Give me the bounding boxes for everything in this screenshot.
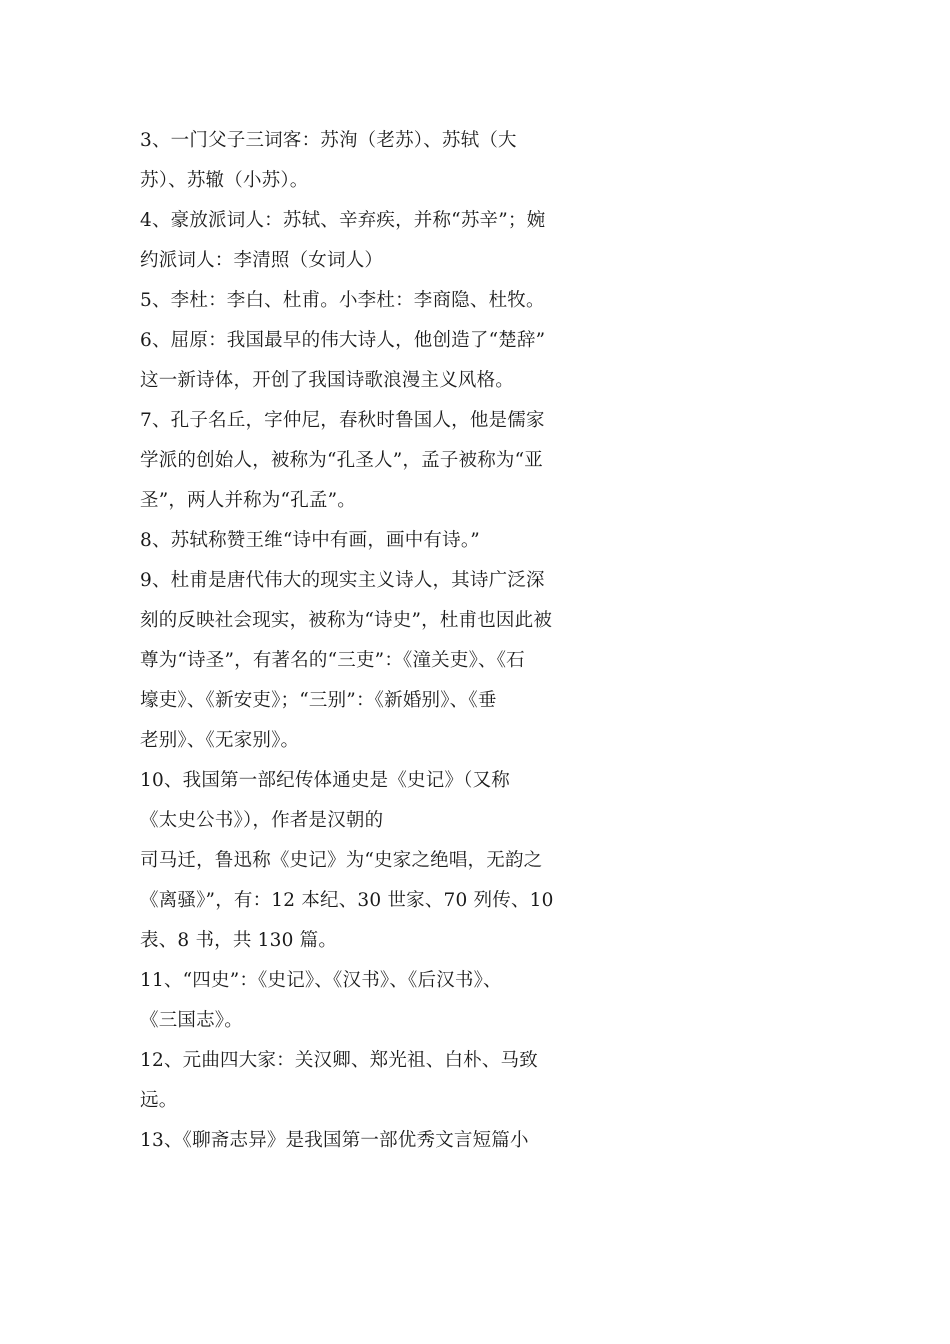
text-line: 12、元曲四大家：关汉卿、郑光祖、白朴、马致 (140, 1050, 538, 1071)
text-line: 刻的反映社会现实，被称为“诗史”，杜甫也因此被 (140, 610, 553, 631)
text-line: 4、豪放派词人：苏轼、辛弃疾，并称“苏辛”；婉 (140, 210, 546, 231)
text-line: 6、屈原：我国最早的伟大诗人，他创造了“楚辞” (140, 330, 546, 351)
text-line: 这一新诗体，开创了我国诗歌浪漫主义风格。 (140, 370, 515, 391)
text-line: 10、我国第一部纪传体通史是《史记》（又称 (140, 770, 510, 791)
text-line: 8、苏轼称赞王维“诗中有画，画中有诗。” (140, 530, 480, 551)
text-line: 圣”，两人并称为“孔孟”。 (140, 490, 356, 511)
text-line: 约派词人：李清照（女词人） (140, 250, 384, 271)
text-line: 11、“四史”：《史记》、《汉书》、《后汉书》、 (140, 970, 502, 991)
text-line: 壕吏》、《新安吏》；“三别”：《新婚别》、《垂 (140, 690, 497, 711)
text-line: 3、一门父子三词客：苏洵（老苏）、苏轼（大 (140, 130, 517, 151)
text-line: 表、8 书，共 130 篇。 (140, 930, 338, 951)
text-line: 13、《聊斋志异》是我国第一部优秀文言短篇小 (140, 1130, 529, 1151)
text-line: 《离骚》”，有：12 本纪、30 世家、70 列传、10 (140, 890, 554, 911)
text-line: 5、李杜：李白、杜甫。小李杜：李商隐、杜牧。 (140, 290, 545, 311)
text-line: 老别》、《无家别》。 (140, 730, 300, 751)
text-line: 苏）、苏辙（小苏）。 (140, 170, 309, 191)
text-line: 7、孔子名丘，字仲尼，春秋时鲁国人，他是儒家 (140, 410, 545, 431)
text-line: 尊为“诗圣”，有著名的“三吏”：《潼关吏》、《石 (140, 650, 525, 671)
text-line: 9、杜甫是唐代伟大的现实主义诗人，其诗广泛深 (140, 570, 545, 591)
text-line: 《三国志》。 (140, 1010, 243, 1031)
text-line: 学派的创始人，被称为“孔圣人”，孟子被称为“亚 (140, 450, 543, 471)
document-body (140, 121, 570, 1161)
text-line: 司马迁，鲁迅称《史记》为“史家之绝唱，无韵之 (140, 850, 543, 871)
text-line: 《太史公书》），作者是汉朝的 (140, 810, 384, 831)
text-line: 远。 (140, 1090, 178, 1111)
